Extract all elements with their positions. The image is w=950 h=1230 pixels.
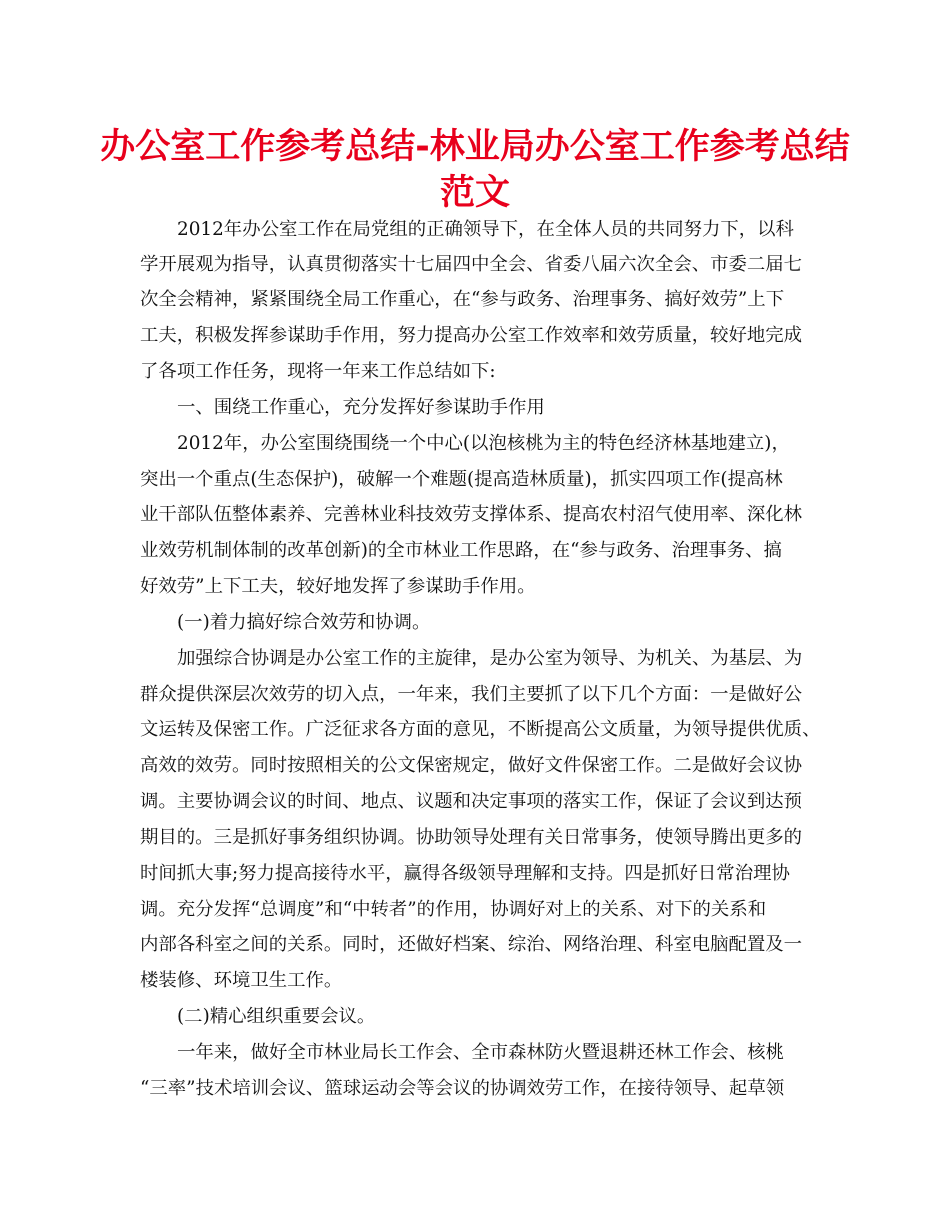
body-line: 时间抓大事;努力提高接待水平，赢得各级领导理解和支持。四是抓好日常治理协 [140, 863, 790, 884]
body-line: 楼装修、环境卫生工作。 [140, 970, 343, 991]
body-line: “三率”技术培训会议、篮球运动会等会议的协调效劳工作，在接待领导、起草领 [140, 1078, 785, 1099]
body-line: 调。主要协调会议的时间、地点、议题和决定事项的落实工作，保证了会议到达预 [140, 791, 803, 812]
body-line: 加强综合协调是办公室工作的主旋律，是办公室为领导、为机关、为基层、为 [177, 648, 803, 669]
body-line: 次全会精神，紧紧围绕全局工作重心，在“参与政务、治理事务、搞好效劳”上下 [140, 289, 785, 310]
body-line: 2012年办公室工作在局党组的正确领导下，在全体人员的共同努力下，以科 [177, 219, 794, 240]
body-line: 高效的效劳。同时按照相关的公文保密规定，做好文件保密工作。二是做好会议协 [140, 755, 803, 776]
body-line: 工夫，积极发挥参谋助手作用，努力提高办公室工作效率和效劳质量，较好地完成 [140, 325, 803, 346]
document-title-line-2: 范文 [439, 173, 510, 213]
body-line: 2012年，办公室围绕围绕一个中心(以泡核桃为主的特色经济林基地建立)， [177, 433, 790, 454]
body-line: 文运转及保密工作。广泛征求各方面的意见，不断提高公文质量，为领导提供优质、 [140, 719, 821, 740]
body-line: 调。充分发挥“总调度”和“中转者”的作用，协调好对上的关系、对下的关系和 [140, 899, 767, 920]
body-line: 好效劳”上下工夫，较好地发挥了参谋助手作用。 [140, 576, 536, 597]
section-heading: 一、围绕工作重心，充分发挥好参谋助手作用 [177, 397, 545, 418]
body-line: 内部各科室之间的关系。同时，还做好档案、综治、网络治理、科室电脑配置及一 [140, 934, 803, 955]
body-line: 期目的。三是抓好事务组织协调。协助领导处理有关日常事务，使领导腾出更多的 [140, 827, 803, 848]
body-line: 了各项工作任务，现将一年来工作总结如下: [140, 361, 496, 382]
body-line: 业干部队伍整体素养、完善林业科技效劳支撑体系、提高农村沼气使用率、深化林 [140, 504, 803, 525]
subsection-heading: (一)着力搞好综合效劳和协调。 [177, 612, 431, 633]
document-title-line-1: 办公室工作参考总结-林业局办公室工作参考总结 [100, 127, 850, 167]
body-line: 群众提供深层次效劳的切入点，一年来，我们主要抓了以下几个方面：一是做好公 [140, 684, 803, 705]
body-line: 学开展观为指导，认真贯彻落实十七届四中全会、省委八届六次全会、市委二届七 [140, 254, 803, 275]
body-line: 突出一个重点(生态保护)，破解一个难题(提高造林质量)，抓实四项工作(提高林 [140, 469, 783, 490]
body-line: 一年来，做好全市林业局长工作会、全市森林防火暨退耕还林工作会、核桃 [177, 1042, 784, 1063]
subsection-heading: (二)精心组织重要会议。 [177, 1006, 376, 1027]
body-line: 业效劳机制体制的改革创新)的全市林业工作思路，在“参与政务、治理事务、搞 [140, 540, 782, 561]
